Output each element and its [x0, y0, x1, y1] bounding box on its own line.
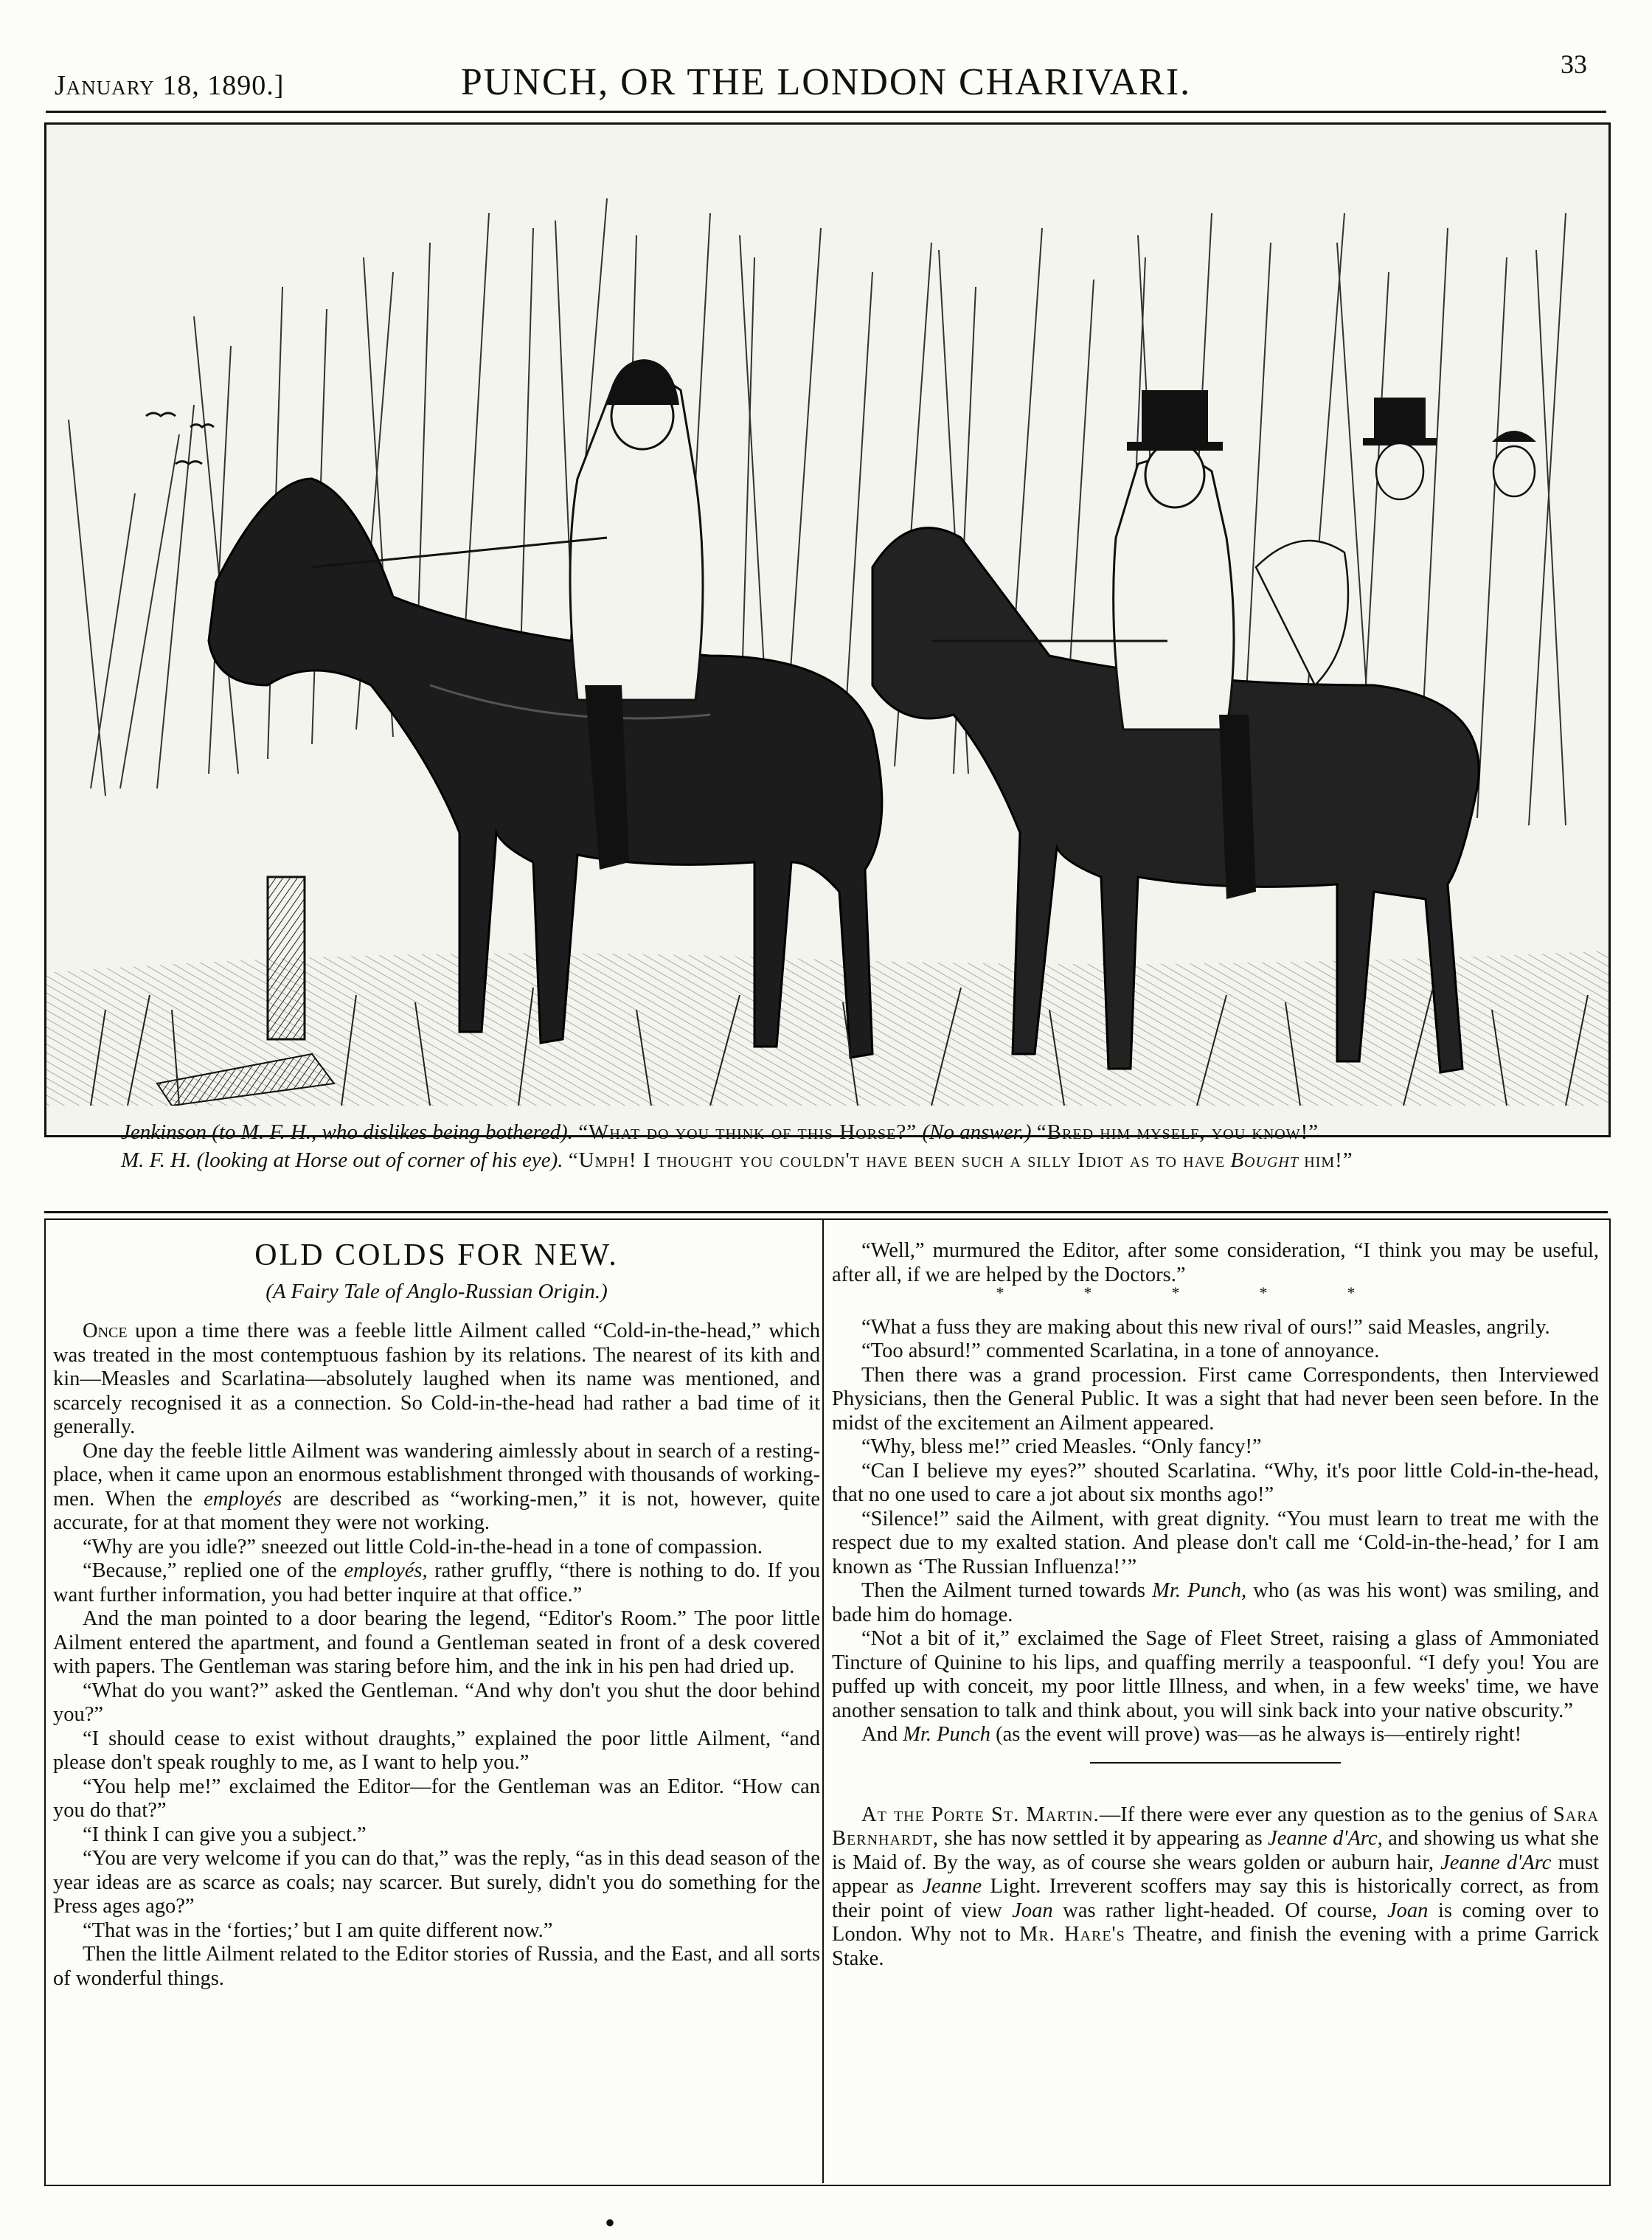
caption-rule [44, 1211, 1608, 1213]
paragraph: “Not a bit of it,” exclaimed the Sage of Fleet Street, raising a glass of Ammoniated Tincture of Quinine to his lips, and quaffing merrily a teaspoonful. “I defy you! You are puffed up with conceit, my poor little Illness, and when, in a few weeks' time, we have another sensation to talk and think about, you will sink back into your native obscurity.” [832, 1627, 1599, 1722]
drop-lead: Once [83, 1320, 128, 1342]
paragraph [53, 1440, 820, 1536]
notice-lead: At the Porte St. Martin. [861, 1803, 1100, 1826]
column-divider [822, 1218, 824, 2183]
emphasis: Joan [1387, 1899, 1429, 1922]
notice-paragraph [832, 1803, 1599, 1972]
paragraph: Then there was a grand procession. First came Correspondents, then Interviewed Physicians, then the General Public. It was a sight that had never been seen before. In the midst of the excitement an Ailment appeared. [832, 1363, 1599, 1435]
paragraph: “Well,” murmured the Editor, after some consideration, “I think you may be useful, after all, if we are helped by the Doctors.” [832, 1239, 1599, 1286]
paragraph-text: upon a time there was a feeble little Ailment called “Cold-in-the-head,” which was treated in the most contemptuous fashion by its relations. The nearest of its kith and kin—Measles and Scarlatina—absolutely laughed when its name was mentioned, and scarcely recognised it as a connection. So Cold-in-the-head had rather a bad time of it generally. [53, 1320, 820, 1438]
right-column [832, 1239, 1599, 1971]
emphasis: Jeanne d'Arc, [1268, 1827, 1383, 1850]
paragraph-text: (as the event will prove) was—as he always is—entirely right! [996, 1723, 1522, 1746]
article-subtitle: (A Fairy Tale of Anglo-Russian Origin.) [266, 1279, 608, 1303]
emphasis: Jeanne [922, 1875, 982, 1898]
emphasis: employés [204, 1487, 282, 1511]
publication-title: PUNCH, OR THE LONDON CHARIVARI. [460, 61, 1192, 103]
caption-stage-direction: (No answer.) [922, 1120, 1032, 1144]
paragraph: “You help me!” exclaimed the Editor—for the Gentleman was an Editor. “How can you do that?” [53, 1775, 820, 1822]
emphasis: Joan [1012, 1899, 1053, 1922]
paragraph-text: One day the feeble little Ailment was wandering aimlessly about in search of a resting-place, when it came upon an enormous establishment thronged with thousands of working-men. When the [53, 1439, 820, 1511]
article-title: OLD COLDS FOR NEW. [254, 1238, 619, 1272]
paragraph-text: are described as “working-men,” it is not, however, quite accurate, for at that moment they were not working. [53, 1487, 821, 1534]
caption-line-1 [69, 1118, 1589, 1146]
paragraph-text: “Because,” replied one of the [83, 1559, 337, 1582]
paragraph: “Why are you idle?” sneezed out little Cold-in-the-head in a tone of compassion. [83, 1535, 763, 1558]
caption-emphasis: Bought [1230, 1148, 1299, 1172]
paragraph: “Why, bless me!” cried Measles. “Only fancy!” [861, 1435, 1262, 1458]
paragraph: “I think I can give you a subject.” [83, 1823, 367, 1846]
paragraph: Then the little Ailment related to the Editor stories of Russia, and the East, and all sorts of wonderful things. [53, 1943, 820, 1990]
emphasis: Mr. Punch, [1152, 1579, 1247, 1602]
notice-text: she has now settled it by appearing as [944, 1827, 1263, 1850]
notice-text: and showing us what she is Maid of. By the way, as of course she wears golden or auburn hair, [832, 1827, 1599, 1874]
notice-text: is coming over to London. Why not to [832, 1899, 1600, 1946]
notice-name: Mr. Hare's [1018, 1923, 1125, 1946]
paragraph: “That was in the ‘forties;’ but I am quite different now.” [83, 1918, 553, 1942]
caption-quote-1: “What do you think of this Horse?” [578, 1120, 917, 1144]
caption-aside-2: (looking at Horse out of corner of his eye). [196, 1148, 563, 1172]
cartoon-illustration [44, 122, 1611, 1137]
paragraph-text: who (as was his wont) was smiling, and bade him do homage. [832, 1579, 1600, 1626]
notice-name: Sara Bernhardt, [832, 1803, 1599, 1850]
caption-speaker-1: Jenkinson [121, 1120, 206, 1144]
paragraph: “What do you want?” asked the Gentleman. “And why don't you shut the door behind you?” [53, 1679, 820, 1726]
notice-text: —If there were ever any question as to the genius of [1099, 1803, 1547, 1826]
caption-quote-end: him!” [1304, 1148, 1353, 1172]
caption-quote-3: “Umph! I thought you couldn't have been such a silly Idiot as to have [568, 1148, 1226, 1172]
page-number: 33 [1561, 49, 1587, 79]
emphasis: employés, [344, 1559, 428, 1582]
cartoon-caption [69, 1118, 1589, 1174]
notice-text: Theatre, and finish the evening with a prime Garrick Stake. [832, 1923, 1599, 1970]
section-rule [1090, 1762, 1341, 1764]
section-stars: ***** [996, 1283, 1435, 1302]
masthead-rule [46, 111, 1606, 113]
caption-quote-2: “Bred him myself, you know!” [1036, 1120, 1319, 1144]
issue-date: January 18, 1890.] [55, 70, 285, 101]
paragraph: “What a fuss they are making about this new rival of ours!” said Measles, angrily. [861, 1315, 1550, 1339]
caption-line-2 [69, 1146, 1589, 1174]
paragraph [832, 1723, 1599, 1747]
masthead [44, 44, 1608, 103]
paragraph [832, 1579, 1599, 1627]
left-column [53, 1239, 820, 1991]
paragraph: “I should cease to exist without draughts,” explained the poor little Ailment, “and please don't speak roughly to me, as I want to help you.” [53, 1727, 820, 1774]
paragraph-text: rather gruffly, “there is nothing to do. If you want further information, you had better inquire at that office.” [53, 1559, 821, 1606]
notice-text: Light. Irreverent scoffers may say this is historically correct, as from their point of view [832, 1875, 1599, 1922]
paragraph: “Silence!” said the Ailment, with great dignity. “You must learn to treat me with the respect due to my exalted station. And please don't call me ‘Cold-in-the-head,’ for I am known as ‘The Russian Influenza!’” [832, 1507, 1599, 1578]
paragraph: “You are very welcome if you can do that,” was the reply, “as in this dead season of the year ideas are as scarce as coals; nay scarcer. But surely, didn't you do something for the Press ages ago?” [53, 1847, 820, 1918]
paragraph: “Too absurd!” commented Scarlatina, in a tone of annoyance. [861, 1339, 1380, 1362]
paragraph-text: And [861, 1723, 898, 1746]
printer-mark: • [605, 2206, 616, 2239]
paragraph-text: Then the Ailment turned towards [861, 1579, 1145, 1602]
paragraph: “Can I believe my eyes?” shouted Scarlatina. “Why, it's poor little Cold-in-the-head, that no one used to care a jot about six months ago!” [832, 1459, 1599, 1506]
paragraph [53, 1559, 820, 1607]
paragraph [53, 1320, 820, 1440]
notice-text: must appear as [832, 1851, 1600, 1898]
paragraph: And the man pointed to a door bearing the legend, “Editor's Room.” The poor little Ailment entered the apartment, and found a Gentleman seated in front of a desk covered with papers. The Gentleman was staring before him, and the ink in his pen had dried up. [53, 1607, 820, 1678]
emphasis: Mr. Punch [903, 1723, 990, 1746]
notice-text: was rather light-headed. Of course, [1063, 1899, 1378, 1922]
emphasis: Jeanne d'Arc [1440, 1851, 1552, 1874]
engraving-horses-riders [46, 125, 1608, 1106]
caption-aside-1: (to M. F. H., who dislikes being bothered). [212, 1120, 573, 1144]
caption-speaker-2: M. F. H. [121, 1148, 192, 1172]
